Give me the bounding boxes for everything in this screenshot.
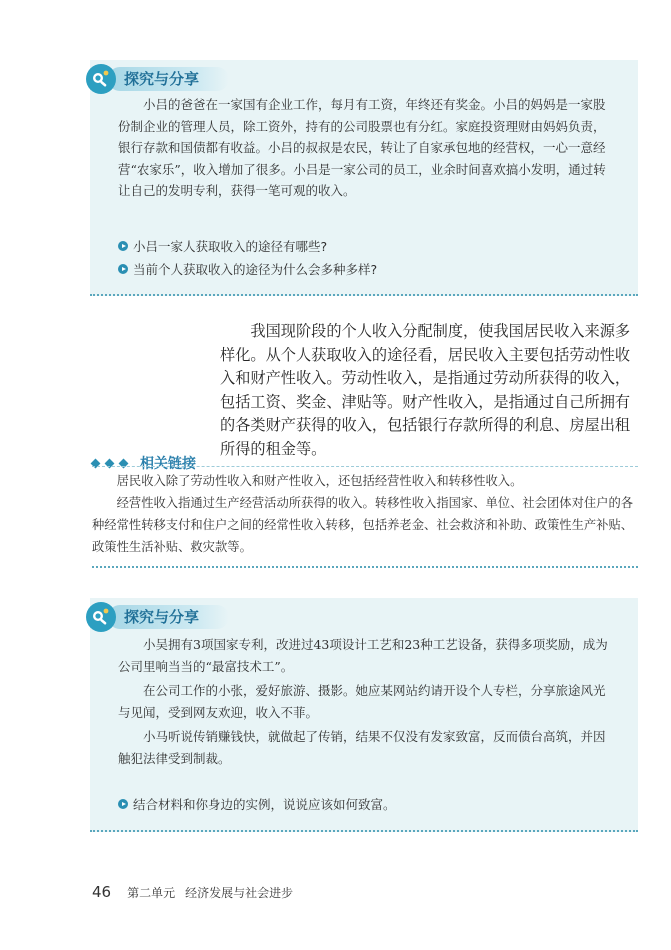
question-text: 当前个人获取收入的途径为什么会多种多样? [133, 262, 378, 277]
case-paragraph: 小吕的爸爸在一家国有企业工作，每月有工资，年终还有奖金。小吕的妈妈是一家股份制企业的管理人员，除工资外，持有的公司股票也有分红。家庭投资理财由妈妈负责，银行存款和国债都有收益。小吕的叔叔是农民，转让了自家承包地的经营权，一心一意经营“农家乐”，收入增加了很多。小吕是一家公司的员工，业余时间喜欢搞小发明，通过转让自己的发明专利，获得一笔可观的收入。 [118, 97, 606, 199]
explore-share-title: 探究与分享 [108, 67, 229, 91]
explore-share-title: 探究与分享 [108, 605, 229, 629]
case-paragraph: 小马听说传销赚钱快，就做起了传销，结果不仅没有发家致富，反而债台高筑，并因触犯法律受到制裁。 [118, 729, 606, 766]
explore-share-heading-1 [86, 64, 229, 94]
explore-share-heading-2 [86, 602, 229, 632]
question-bullet-icon [118, 241, 128, 251]
case-paragraph: 小吴拥有3项国家专利，改进过43项设计工艺和23种工艺设备，获得多项奖励，成为公司里响当当的“最富技术工”。 [118, 637, 608, 674]
related-link-paragraph: 居民收入除了劳动性收入和财产性收入，还包括经营性收入和转移性收入。 [116, 474, 523, 488]
question-item [118, 795, 396, 813]
question-item [118, 237, 327, 255]
question-text: 小吕一家人获取收入的途径有哪些? [133, 239, 328, 254]
explore-share-box-2 [90, 598, 638, 832]
dotted-divider [90, 830, 638, 832]
related-link-paragraph: 经营性收入指通过生产经营活动所获得的收入。转移性收入指国家、单位、社会团体对住户的各种经常性转移支付和住户之间的经常性收入转移，包括养老金、社会救济和补助、政策性生产补贴、政策性生活补贴、救灾款等。 [92, 496, 634, 554]
main-body-text: 我国现阶段的个人收入分配制度，使我国居民收入来源多样化。从个人获取收入的途径看，居民收入主要包括劳动性收入和财产性收入。劳动性收入，是指通过劳动所获得的收入，包括工资、奖金、津贴等。财产性收入，是指通过自己所拥有的各类财产获得的收入，包括银行存款所得的利息、房屋出租所得的租金等。 [220, 322, 631, 458]
explore-share-icon [86, 64, 116, 94]
explore-share-icon [86, 602, 116, 632]
explore-share-box-1 [90, 60, 638, 296]
question-item [118, 260, 377, 278]
dotted-divider [92, 566, 638, 568]
chapter-title: 经济发展与社会进步 [185, 886, 294, 900]
case-paragraph: 在公司工作的小张，爱好旅游、摄影。她应某网站约请开设个人专栏，分享旅途风光与见闻，受到网友欢迎，收入不菲。 [118, 683, 606, 720]
question-bullet-icon [118, 264, 128, 274]
page-footer [92, 883, 293, 901]
dotted-divider [90, 294, 638, 296]
question-bullet-icon [118, 799, 128, 809]
unit-label: 第二单元 [127, 886, 176, 900]
related-link-title: 相关链接 [140, 456, 196, 472]
dashed-divider [92, 466, 638, 467]
related-link-body [92, 470, 638, 558]
page-number: 46 [92, 883, 112, 901]
question-text: 结合材料和你身边的实例，说说应该如何致富。 [133, 797, 396, 812]
